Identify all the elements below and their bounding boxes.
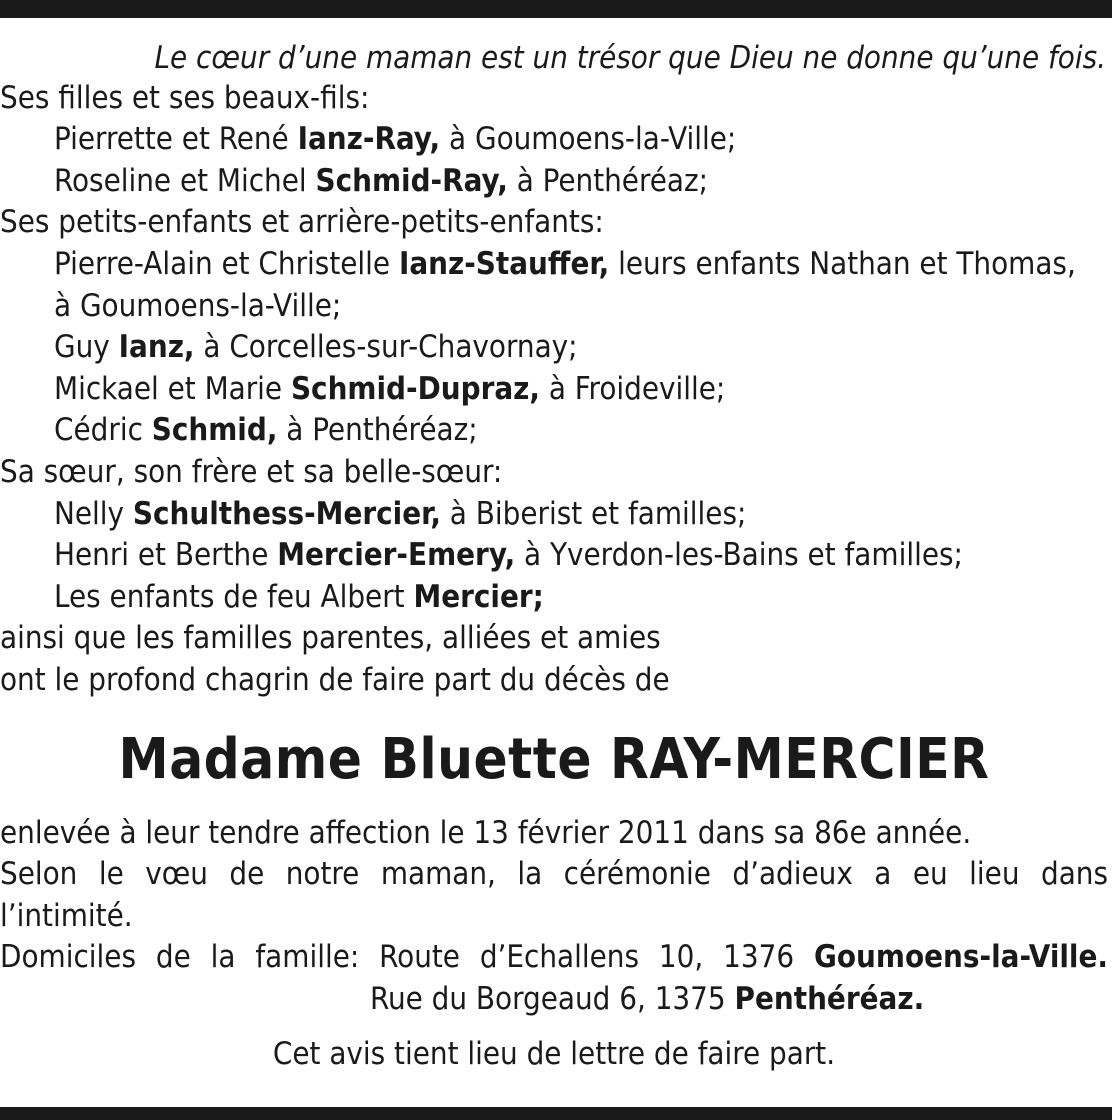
deceased-name: Madame Bluette RAY-MERCIER [118,726,990,792]
families-line: ainsi que les familles parentes, alliées et amies [0,620,661,657]
family-entry: Les enfants de feu Albert Mercier; [54,578,544,615]
daughters-heading: Ses filles et ses beaux-fils: [0,79,370,116]
siblings-heading: Sa sœur, son frère et sa belle-sœur: [0,453,503,490]
announcement-line: ont le profond chagrin de faire part du décès de [0,661,670,698]
family-entry: Roseline et Michel Schmid-Ray, à Penthéréaz; [54,162,709,199]
death-details: enlevée à leur tendre affection le 13 février 2011 dans sa 86e année. [0,814,972,851]
closing-note: Cet avis tient lieu de lettre de faire part. [272,1036,836,1073]
family-entry: Pierre-Alain et Christelle Ianz-Stauffer, leurs enfants Nathan et Thomas, [54,245,1076,282]
family-entry: Pierrette et René Ianz-Ray, à Goumoens-la-Ville; [54,121,737,158]
family-address-1: Domiciles de la famille: Route d’Echallens 10, 1376 Goumoens-la-Ville. [0,939,1108,976]
bottom-rule [0,1107,1112,1120]
family-entry: Mickael et Marie Schmid-Dupraz, à Froideville; [54,370,726,407]
obituary-notice [0,38,1108,1076]
ceremony-text: Selon le vœu de notre maman, la cérémonie d’adieux a eu lieu dans [0,856,1108,893]
family-entry: Henri et Berthe Mercier-Emery, à Yverdon-les-Bains et familles; [54,537,963,574]
grandchildren-heading: Ses petits-enfants et arrière-petits-enfants: [0,204,604,241]
family-entry-continuation: à Goumoens-la-Ville; [54,287,342,324]
family-entry: Cédric Schmid, à Penthéréaz; [54,412,478,449]
family-address-2: Rue du Borgeaud 6, 1375 Penthéréaz. [370,980,925,1017]
family-entry: Guy Ianz, à Corcelles-sur-Chavornay; [54,329,578,366]
top-rule [0,0,1112,18]
family-entry: Nelly Schulthess-Mercier, à Biberist et familles; [54,495,747,532]
ceremony-text-end: l’intimité. [0,897,133,934]
motto: Le cœur d’une maman est un trésor que Dieu ne donne qu’une fois. [154,40,1106,76]
